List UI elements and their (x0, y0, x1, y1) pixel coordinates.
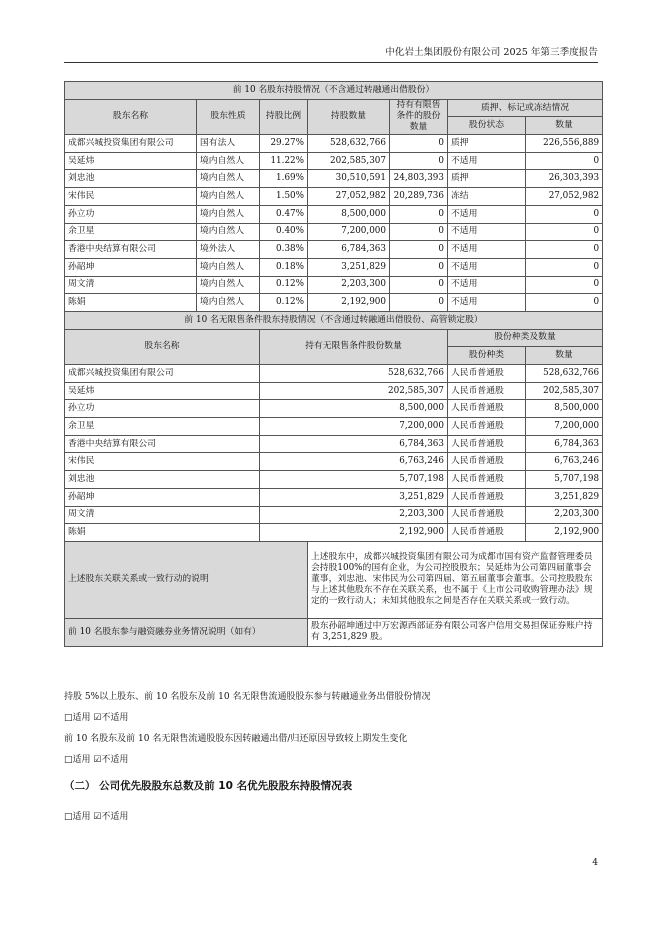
top10-row (65, 135, 603, 153)
unrestricted-row (65, 506, 603, 524)
note-change: 前 10 名股东及前 10 名无限售流通股股东因转融通出借/归还原因导致较上期发生变化 (64, 734, 408, 744)
holding-shares: 6,784,363 (308, 241, 390, 259)
u-share-qty: 7,200,000 (526, 418, 603, 436)
shareholder-nature: 境内自然人 (197, 152, 260, 170)
top10-row (65, 170, 603, 188)
u-share-qty: 2,203,300 (526, 506, 603, 524)
relations-label: 上述股东关联关系或一致行动的说明 (65, 541, 308, 618)
u-shareholder-name: 孙立功 (65, 400, 260, 418)
holding-ratio: 0.12% (260, 276, 308, 294)
pledge-qty: 0 (526, 241, 603, 259)
shareholder-name: 刘忠池 (65, 170, 197, 188)
restricted-shares: 0 (390, 223, 448, 241)
pledge-qty: 0 (526, 276, 603, 294)
restricted-shares: 0 (390, 258, 448, 276)
note-lending-option: □适用 ☑不适用 (64, 713, 129, 723)
top10-header-row (65, 99, 603, 117)
pledge-qty: 226,556,889 (526, 135, 603, 153)
pledge-qty: 0 (526, 294, 603, 312)
unrestricted-row (65, 524, 603, 542)
col-header-u-type: 股份种类 (448, 347, 526, 365)
unrestricted-row (65, 418, 603, 436)
u-shares: 2,203,300 (260, 506, 448, 524)
note-change-option: □适用 ☑不适用 (64, 755, 129, 765)
shareholder-name: 香港中央结算有限公司 (65, 241, 197, 259)
col-header-shares: 持股数量 (308, 99, 390, 134)
u-shareholder-name: 宋伟民 (65, 453, 260, 471)
col-header-pledge: 质押、标记或冻结情况 (448, 99, 603, 117)
u-share-qty: 3,251,829 (526, 488, 603, 506)
u-shares: 8,500,000 (260, 400, 448, 418)
u-shares: 6,784,363 (260, 435, 448, 453)
col-header-ratio: 持股比例 (260, 99, 308, 134)
shareholder-name: 成都兴城投资集团有限公司 (65, 135, 197, 153)
margin-row (65, 618, 603, 646)
pledge-status: 冻结 (448, 188, 526, 206)
unrestricted-row (65, 435, 603, 453)
u-share-qty: 202,585,307 (526, 382, 603, 400)
shareholder-name: 周文清 (65, 276, 197, 294)
pledge-status: 不适用 (448, 276, 526, 294)
top10-row (65, 188, 603, 206)
col-header-u-type-group: 股份种类及数量 (448, 329, 603, 347)
u-shares: 3,251,829 (260, 488, 448, 506)
top10-row (65, 223, 603, 241)
col-header-u-qty: 数量 (526, 347, 603, 365)
pledge-status: 不适用 (448, 294, 526, 312)
shareholder-nature: 境内自然人 (197, 188, 260, 206)
shareholder-nature: 境内自然人 (197, 276, 260, 294)
holding-ratio: 0.12% (260, 294, 308, 312)
pledge-qty: 0 (526, 205, 603, 223)
u-share-type: 人民币普通股 (448, 471, 526, 489)
u-share-qty: 6,784,363 (526, 435, 603, 453)
u-shares: 202,585,307 (260, 382, 448, 400)
u-shares: 5,707,198 (260, 471, 448, 489)
unrestricted-header-row (65, 329, 603, 347)
unrestricted-caption: 前 10 名无限售条件股东持股情况（不含通过转融通出借股份、高管锁定股） (65, 311, 603, 329)
pledge-status: 质押 (448, 170, 526, 188)
restricted-shares: 24,803,393 (390, 170, 448, 188)
u-share-type: 人民币普通股 (448, 453, 526, 471)
holding-ratio: 1.69% (260, 170, 308, 188)
holding-shares: 8,500,000 (308, 205, 390, 223)
preferred-option: □适用 ☑不适用 (64, 812, 129, 822)
col-header-u-shares: 持有无限售条件股份数量 (260, 329, 448, 364)
unrestricted-row (65, 365, 603, 383)
col-header-status: 股份状态 (448, 117, 526, 135)
shareholder-nature: 国有法人 (197, 135, 260, 153)
u-share-qty: 5,707,198 (526, 471, 603, 489)
top10-row (65, 276, 603, 294)
pledge-qty: 0 (526, 258, 603, 276)
shareholder-table (64, 81, 603, 647)
holding-shares: 528,632,766 (308, 135, 390, 153)
holding-ratio: 29.27% (260, 135, 308, 153)
top10-row (65, 152, 603, 170)
unrestricted-row (65, 382, 603, 400)
u-share-qty: 2,192,900 (526, 524, 603, 542)
pledge-qty: 26,303,393 (526, 170, 603, 188)
pledge-qty: 0 (526, 152, 603, 170)
holding-ratio: 0.40% (260, 223, 308, 241)
u-shareholder-name: 余卫星 (65, 418, 260, 436)
pledge-status: 不适用 (448, 223, 526, 241)
shareholder-name: 陈娟 (65, 294, 197, 312)
pledge-status: 不适用 (448, 241, 526, 259)
shareholder-nature: 境内自然人 (197, 294, 260, 312)
col-header-restricted: 持有有限售条件的股份数量 (390, 99, 448, 134)
shareholder-name: 宋伟民 (65, 188, 197, 206)
u-shareholder-name: 孙韶坤 (65, 488, 260, 506)
pledge-qty: 0 (526, 223, 603, 241)
restricted-shares: 0 (390, 241, 448, 259)
col-header-nature: 股东性质 (197, 99, 260, 134)
u-share-type: 人民币普通股 (448, 488, 526, 506)
top10-row (65, 241, 603, 259)
page-number: 4 (592, 858, 598, 868)
top10-row (65, 294, 603, 312)
shareholder-nature: 境内自然人 (197, 258, 260, 276)
unrestricted-row (65, 400, 603, 418)
u-shareholder-name: 吴延炜 (65, 382, 260, 400)
restricted-shares: 0 (390, 152, 448, 170)
unrestricted-row (65, 471, 603, 489)
u-share-type: 人民币普通股 (448, 400, 526, 418)
restricted-shares: 0 (390, 294, 448, 312)
restricted-shares: 20,289,736 (390, 188, 448, 206)
shareholder-nature: 境外法人 (197, 241, 260, 259)
u-shares: 528,632,766 (260, 365, 448, 383)
u-shareholder-name: 陈娟 (65, 524, 260, 542)
holding-shares: 2,192,900 (308, 294, 390, 312)
u-share-qty: 528,632,766 (526, 365, 603, 383)
pledge-qty: 27,052,982 (526, 188, 603, 206)
u-share-qty: 8,500,000 (526, 400, 603, 418)
holding-shares: 27,052,982 (308, 188, 390, 206)
relations-row (65, 541, 603, 618)
pledge-status: 质押 (448, 135, 526, 153)
u-share-type: 人民币普通股 (448, 524, 526, 542)
unrestricted-caption-row (65, 311, 603, 329)
top10-row (65, 205, 603, 223)
top10-caption-row (65, 82, 603, 100)
holding-shares: 7,200,000 (308, 223, 390, 241)
holding-ratio: 11.22% (260, 152, 308, 170)
u-share-type: 人民币普通股 (448, 365, 526, 383)
shareholder-nature: 境内自然人 (197, 205, 260, 223)
holding-ratio: 0.47% (260, 205, 308, 223)
u-shareholder-name: 香港中央结算有限公司 (65, 435, 260, 453)
u-share-type: 人民币普通股 (448, 382, 526, 400)
margin-text: 股东孙韶坤通过中万宏源西部证券有限公司客户信用交易担保证券账户持有 3,251,829 股。 (308, 618, 603, 646)
u-shareholder-name: 刘忠池 (65, 471, 260, 489)
shareholder-nature: 境内自然人 (197, 170, 260, 188)
u-share-type: 人民币普通股 (448, 435, 526, 453)
holding-ratio: 0.38% (260, 241, 308, 259)
unrestricted-row (65, 453, 603, 471)
restricted-shares: 0 (390, 205, 448, 223)
unrestricted-row (65, 488, 603, 506)
header-rule (64, 62, 598, 63)
restricted-shares: 0 (390, 276, 448, 294)
u-share-type: 人民币普通股 (448, 506, 526, 524)
col-header-name: 股东名称 (65, 99, 197, 134)
shareholder-name: 余卫星 (65, 223, 197, 241)
top10-row (65, 258, 603, 276)
u-shares: 7,200,000 (260, 418, 448, 436)
u-share-qty: 6,763,246 (526, 453, 603, 471)
holding-shares: 2,203,300 (308, 276, 390, 294)
restricted-shares: 0 (390, 135, 448, 153)
u-shares: 6,763,246 (260, 453, 448, 471)
u-share-type: 人民币普通股 (448, 418, 526, 436)
u-shareholder-name: 周文清 (65, 506, 260, 524)
section-title-preferred: （二） 公司优先股股东总数及前 10 名优先股股东持股情况表 (64, 780, 353, 792)
u-shares: 2,192,900 (260, 524, 448, 542)
holding-ratio: 0.18% (260, 258, 308, 276)
holding-ratio: 1.50% (260, 188, 308, 206)
pledge-status: 不适用 (448, 258, 526, 276)
shareholder-name: 吴延炜 (65, 152, 197, 170)
relations-text: 上述股东中，成都兴城投资集团有限公司为成都市国有资产监督管理委员会持股100%的国有企业，为公司控股股东；吴延炜为公司第四届董事会董事，刘忠池、宋伟民为公司第四届、第五届董事会董事。公司控股股东与上述其他股东不存在关联关系，也不属于《上市公司收购管理办法》规定的一致行动人；未知其他股东之间是否存在关联关系或一致行动。 (308, 541, 603, 618)
note-lending: 持股 5%以上股东、前 10 名股东及前 10 名无限售流通股股东参与转融通业务出借股份情况 (64, 692, 431, 702)
shareholder-name: 孙韶坤 (65, 258, 197, 276)
col-header-qty: 数量 (526, 117, 603, 135)
pledge-status: 不适用 (448, 152, 526, 170)
holding-shares: 3,251,829 (308, 258, 390, 276)
margin-label: 前 10 名股东参与融资融券业务情况说明（如有） (65, 618, 308, 646)
top10-caption: 前 10 名股东持股情况（不含通过转融通出借股份） (65, 82, 603, 100)
shareholder-nature: 境内自然人 (197, 223, 260, 241)
shareholder-name: 孙立功 (65, 205, 197, 223)
col-header-u-name: 股东名称 (65, 329, 260, 364)
holding-shares: 202,585,307 (308, 152, 390, 170)
page-header: 中化岩土集团股份有限公司 2025 年第三季度报告 (385, 47, 598, 58)
holding-shares: 30,510,591 (308, 170, 390, 188)
u-shareholder-name: 成都兴城投资集团有限公司 (65, 365, 260, 383)
pledge-status: 不适用 (448, 205, 526, 223)
